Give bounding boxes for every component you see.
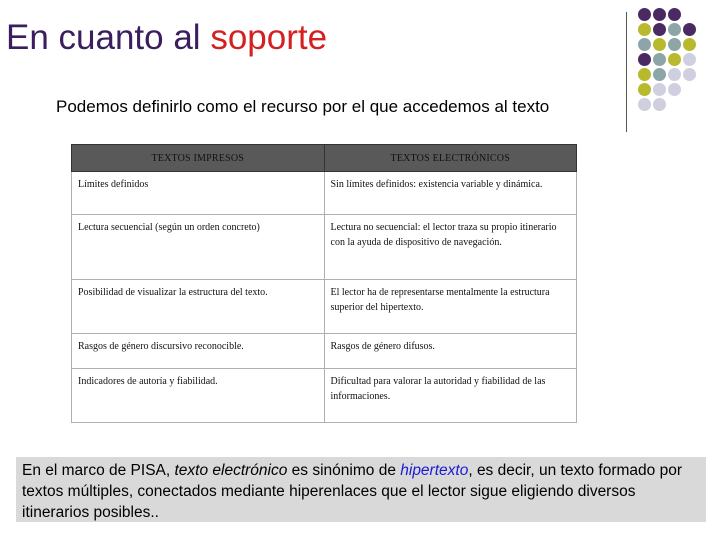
note-text-1: En el marco de PISA, — [22, 462, 175, 479]
decor-dot — [668, 68, 681, 81]
table-cell: Rasgos de género discursivo reconocible. — [72, 334, 325, 369]
note-term-electronic-text: texto electrónico — [174, 462, 288, 479]
table-cell: Posibilidad de visualizar la estructura del texto. — [72, 280, 325, 334]
table-row — [72, 334, 577, 369]
table-cell: Sin límites definidos: existencia variable y dinámica. — [324, 172, 577, 215]
decor-dot — [683, 68, 696, 81]
decor-dot — [668, 53, 681, 66]
header-printed: TEXTOS IMPRESOS — [72, 145, 325, 172]
title-prefix: En cuanto al — [6, 18, 201, 57]
decor-dot — [653, 23, 666, 36]
table-row — [72, 280, 577, 334]
decor-divider — [626, 12, 627, 132]
decor-dot — [653, 38, 666, 51]
decor-dot — [668, 8, 681, 21]
slide-title — [6, 18, 327, 58]
table-row — [72, 369, 577, 423]
table-row — [72, 215, 577, 280]
decor-dot — [668, 38, 681, 51]
comparison-table — [71, 144, 577, 423]
table-header-row — [72, 145, 577, 172]
title-accent: soporte — [210, 18, 328, 57]
decor-dot — [638, 8, 651, 21]
slide-subtitle: Podemos definirlo como el recurso por el que accedemos al texto — [56, 97, 550, 116]
table-cell: Dificultad para valorar la autoridad y fiabilidad de las informaciones. — [324, 369, 577, 423]
table-cell: Rasgos de género difusos. — [324, 334, 577, 369]
pisa-note — [16, 457, 706, 522]
decor-dot — [638, 53, 651, 66]
decor-dot — [638, 68, 651, 81]
table-cell: Lectura no secuencial: el lector traza su propio itinerario con la ayuda de dispositivo de navegación. — [324, 215, 577, 280]
decor-dot — [638, 23, 651, 36]
decor-dot — [683, 38, 696, 51]
decor-dot — [683, 23, 696, 36]
decor-dot — [653, 8, 666, 21]
table-row — [72, 172, 577, 215]
decor-dot — [653, 83, 666, 96]
decor-dot — [638, 38, 651, 51]
decor-dot — [653, 98, 666, 111]
table-cell: Lectura secuencial (según un orden concreto) — [72, 215, 325, 280]
decor-dot — [683, 53, 696, 66]
note-text-3: , es decir, un texto formado por textos múltiples, conectados mediante hiperenlaces que el lector sigue eligiendo diversos itinerarios posibles.. — [22, 462, 682, 521]
table-cell: Indicadores de autoría y fiabilidad. — [72, 369, 325, 423]
table-cell: Límites definidos — [72, 172, 325, 215]
decor-dot — [638, 83, 651, 96]
header-electronic: TEXTOS ELECTRÓNICOS — [324, 145, 577, 172]
table-cell: El lector ha de representarse mentalmente la estructura superior del hipertexto. — [324, 280, 577, 334]
note-term-hypertext: hipertexto — [400, 462, 469, 479]
decor-dot — [638, 98, 651, 111]
decor-dot — [668, 23, 681, 36]
decor-dot — [653, 53, 666, 66]
note-text-2: es sinónimo de — [287, 462, 401, 479]
decor-dot — [668, 83, 681, 96]
decor-dot — [653, 68, 666, 81]
